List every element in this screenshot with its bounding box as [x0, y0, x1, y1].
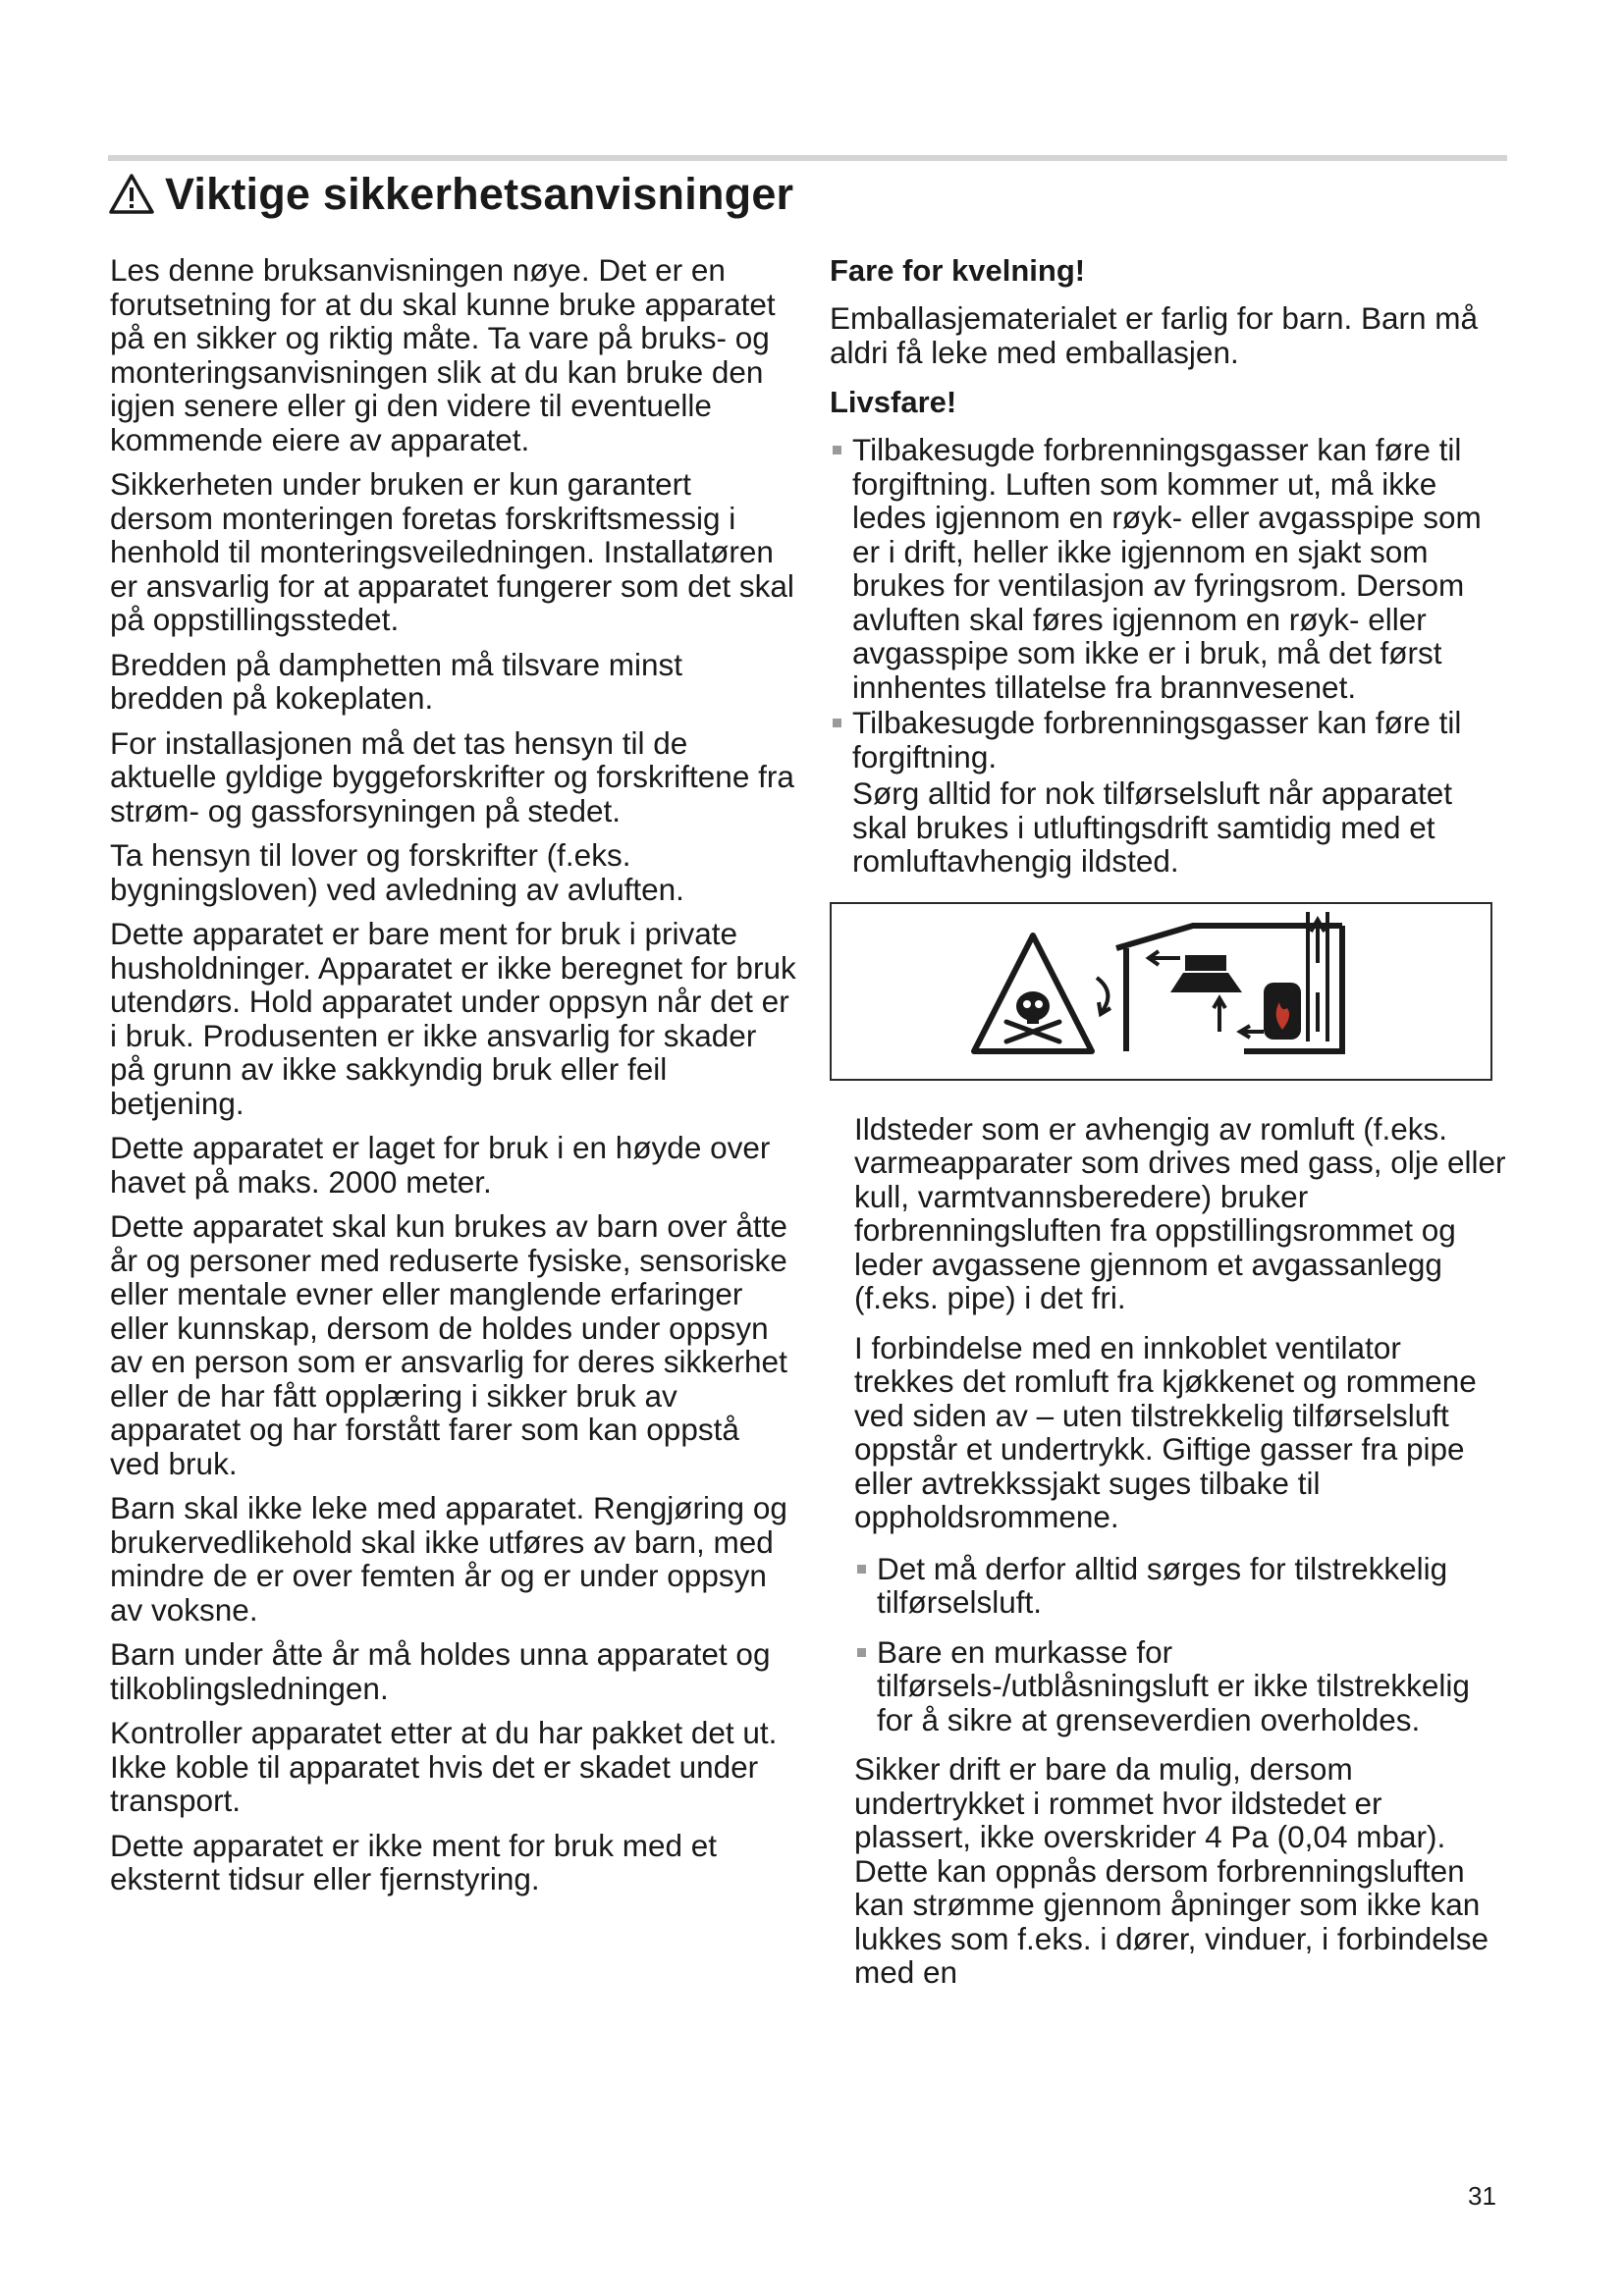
kvelning-text: Emballasjematerialet er farlig for barn. Barn må aldri få leke med emballasjen.: [830, 300, 1479, 370]
paragraph: Dette apparatet skal kun brukes av barn over åtte år og personer med reduserte fysiske, sensoriske eller mentale evner eller manglende erfaringer eller kunnskap, dersom de holdes under oppsyn av en person som er ansvarlig for deres sikkerhet eller de har fått opplæring i sikker bruk av apparatet og har forstått farer som kan oppstå ved bruk.: [110, 1208, 787, 1481]
list-item: Tilbakesugde forbrenningsgasser kan føre til forgiftning. Sørg alltid for nok tilførselsluft når apparatet skal brukes i utluftingsdrift samtidig med et romluftavhengig ildsted.: [830, 706, 1507, 879]
paragraph-forbindelse: I forbindelse med en innkoblet ventilator trekkes det romluft fra kjøkkenet og rommene ved siden av – uten tilstrekkelig tilførselsluft oppstår et undertrykk. Giftige gasser fra pipe eller avtrekkssjakt suges tilbake til oppholdsrommene.: [854, 1329, 1477, 1534]
livsfare-heading: Livsfare!: [830, 385, 957, 419]
list-item: Tilbakesugde forbrenningsgasser kan føre til forgiftning. Luften som kommer ut, må ikke ledes igjennom en røyk- eller avgasspipe som er i drift, heller ikke igjennom en sjakt som brukes for ventilasjon av fyringsrom. Dersom avluften skal føres igjennom en røyk- eller avgasspipe som ikke er i bruk, må det først innhentes tillatelse fra brannvesenet.: [830, 433, 1507, 704]
house-flue-diagram-icon: [832, 904, 1490, 1079]
paragraph-ildsteder: Ildsteder som er avhengig av romluft (f.eks. varmeapparater som drives med gass, olje eller kull, varmtvannsberedere) bruker forbrenningsluften fra oppstillingsrommet og leder avgassene gjennom et avgassanlegg (f.eks. pipe) i det fri.: [854, 1110, 1506, 1315]
paragraph: Dette apparatet er ikke ment for bruk med et eksternt tidsur eller fjernstyring.: [110, 1827, 718, 1896]
paragraph: Bredden på damphetten må tilsvare minst bredden på kokeplaten.: [110, 646, 683, 716]
paragraph: Ta hensyn til lover og forskrifter (f.eks. bygningsloven) ved avledning av avluften.: [110, 837, 684, 907]
flue-gas-warning-figure: [830, 902, 1492, 1081]
paragraph: Kontroller apparatet etter at du har pakket det ut. Ikke koble til apparatet hvis det er skadet under transport.: [110, 1715, 778, 1818]
page-number: 31: [1468, 2181, 1496, 2211]
list-item: Bare en murkasse for tilførsels-/utblåsningsluft er ikke tilstrekkelig for å sikre at grenseverdien overholdes.: [854, 1635, 1507, 1737]
paragraph: Barn skal ikke leke med apparatet. Rengjøring og brukervedlikehold skal ikke utføres av barn, med mindre de er over femten år og er under oppsyn av voksne.: [110, 1490, 787, 1628]
paragraph-sikker: Sikker drift er bare da mulig, dersom undertrykket i rommet hvor ildstedet er plassert, ikke overskrider 4 Pa (0,04 mbar). Dette kan oppnås dersom forbrenningsluften kan strømme gjennom åpninger som ikke kan lukkes som f.eks. i dører, vinduer, i forbindelse med en: [854, 1751, 1489, 1990]
header-rule: [108, 155, 1507, 161]
list-item: Det må derfor alltid sørges for tilstrekkelig tilførselsluft.: [854, 1552, 1507, 1620]
warning-triangle-icon: [108, 173, 155, 216]
paragraph: Dette apparatet er laget for bruk i en høyde over havet på maks. 2000 meter.: [110, 1130, 771, 1200]
paragraph: Sikkerheten under bruken er kun garantert dersom monteringen foretas forskriftsmessig i henhold til monteringsveiledningen. Installatøren er ansvarlig for at apparatet fungerer som det skal på oppstillingsstedet.: [110, 466, 794, 637]
skull-warning-icon: [974, 935, 1092, 1051]
livsfare-list: [830, 433, 1507, 879]
paragraph: Dette apparatet er bare ment for bruk i private husholdninger. Apparatet er ikke beregnet for bruk utendørs. Hold apparatet under oppsyn når det er i bruk. Produsenten er ikke ansvarlig for skader på grunn av ikke sakkyndig bruk eller feil betjening.: [110, 916, 796, 1121]
sub-bullet-list: [830, 1552, 1507, 1737]
paragraph: For installasjonen må det tas hensyn til de aktuelle gyldige byggeforskrifter og forskriftene fra strøm- og gassforsyningen på stedet.: [110, 724, 794, 828]
left-column: [110, 253, 797, 1907]
right-column: [830, 253, 1507, 2001]
paragraph: Barn under åtte år må holdes unna apparatet og tilkoblingsledningen.: [110, 1636, 771, 1706]
page-title-text: Viktige sikkerhetsanvisninger: [165, 169, 794, 219]
paragraph: Les denne bruksanvisningen nøye. Det er en forutsetning for at du skal kunne bruke apparatet på en sikker og riktig måte. Ta vare på bruks- og monteringsanvisningen slik at du kan bruke den igjen senere eller gi den videre til eventuelle kommende eiere av apparatet.: [110, 252, 776, 457]
list-item-subtext: Sørg alltid for nok tilførselsluft når apparatet skal brukes i utluftingsdrift samtidig med et romluftavhengig ildsted.: [852, 775, 1453, 879]
kvelning-heading: Fare for kvelning!: [830, 253, 1086, 288]
page-title: [108, 169, 793, 220]
